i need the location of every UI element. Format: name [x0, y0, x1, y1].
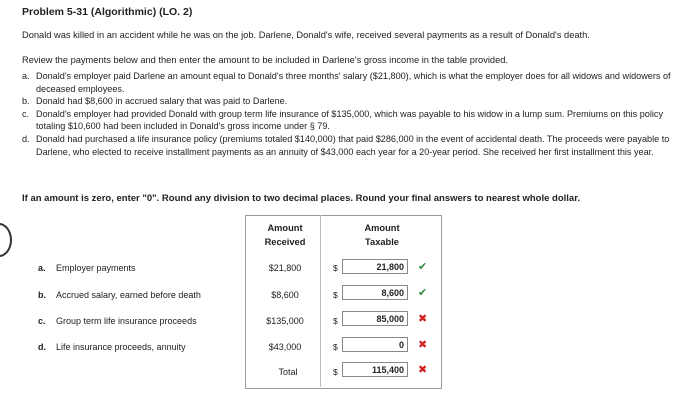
- list-item-text: Donald's employer paid Darlene an amount equal to Donald's three months' salary ($21,800), which is what the employer does for all widows and widowers of deceased employees.: [36, 71, 671, 94]
- header-amount-taxable: [350, 221, 414, 249]
- table-row-label: [38, 316, 197, 326]
- row-marker: d.: [38, 342, 46, 352]
- amount-received-value: $8,600: [271, 290, 299, 300]
- taxable-amount-input[interactable]: 8,600: [342, 285, 408, 300]
- header-amount-received: [254, 221, 316, 249]
- dollar-sign: $: [333, 316, 338, 326]
- rounding-instructions: If an amount is zero, enter "0". Round any division to two decimal places. Round your final answers to nearest whole dollar.: [22, 193, 581, 204]
- list-marker: c.: [22, 108, 30, 119]
- correct-check-icon: ✔: [418, 261, 428, 273]
- list-item-text: Donald had purchased a life insurance policy (premiums totaled $140,000) that paid $286,000 in the event of accidental death. The proceeds were payable to Darlene, who elected to receive installment payments as an annuity of $43,000 each year for a 20-year period. She received her first installment this year.: [36, 133, 670, 157]
- incorrect-x-icon: ✖: [418, 364, 428, 376]
- table-row-label: [38, 290, 201, 300]
- list-marker: d.: [22, 133, 30, 144]
- table-row-label: [38, 342, 186, 352]
- row-label-text: Employer payments: [56, 263, 136, 273]
- total-taxable-input[interactable]: 115,400: [342, 362, 408, 377]
- taxable-amount-input[interactable]: 85,000: [342, 311, 408, 326]
- amount-received-value: $43,000: [268, 342, 302, 352]
- correct-check-icon: ✔: [418, 287, 428, 299]
- list-item-text: Donald's employer had provided Donald with group term life insurance of $135,000, which was payable to his widow in a lump sum. Premiums on this policy totaling $10,600 had been included in Donald's gross income under § 79.: [36, 108, 663, 132]
- row-marker: b.: [38, 290, 46, 300]
- header-line: Taxable: [365, 237, 399, 247]
- list-item: [22, 108, 672, 133]
- taxable-amount-input[interactable]: 0: [342, 337, 408, 352]
- amount-received-value: $135,000: [266, 316, 304, 326]
- row-label-text: Group term life insurance proceeds: [56, 316, 197, 326]
- total-label: Total: [278, 367, 298, 377]
- payment-list: [22, 70, 672, 158]
- incorrect-x-icon: ✖: [418, 313, 428, 325]
- list-item: [22, 133, 672, 158]
- header-line: Received: [264, 237, 306, 247]
- header-line: Amount: [364, 223, 400, 233]
- dollar-sign: $: [333, 342, 338, 352]
- taxable-amount-input[interactable]: 21,800: [342, 259, 408, 274]
- table-column-divider: [320, 215, 321, 387]
- row-marker: a.: [38, 263, 46, 273]
- dollar-sign: $: [333, 290, 338, 300]
- row-label-text: Life insurance proceeds, annuity: [56, 342, 186, 352]
- list-item-text: Donald had $8,600 in accrued salary that was paid to Darlene.: [36, 96, 288, 107]
- table-row-label: [38, 263, 136, 273]
- list-item: [22, 70, 672, 95]
- incorrect-x-icon: ✖: [418, 339, 428, 351]
- decorative-curve: [0, 223, 12, 257]
- dollar-sign: $: [333, 263, 338, 273]
- list-marker: b.: [22, 96, 30, 107]
- header-line: Amount: [267, 223, 303, 233]
- list-item: [22, 95, 672, 108]
- problem-intro: Donald was killed in an accident while he was on the job. Darlene, Donald's wife, received several payments as a result of Donald's death.: [22, 30, 590, 40]
- row-marker: c.: [38, 316, 46, 326]
- dollar-sign: $: [333, 367, 338, 377]
- amount-received-value: $21,800: [268, 263, 302, 273]
- problem-title: Problem 5-31 (Algorithmic) (LO. 2): [22, 6, 193, 18]
- row-label-text: Accrued salary, earned before death: [56, 290, 201, 300]
- problem-review-instructions: Review the payments below and then enter the amount to be included in Darlene's gross income in the table provided.: [22, 55, 509, 65]
- list-marker: a.: [22, 71, 30, 81]
